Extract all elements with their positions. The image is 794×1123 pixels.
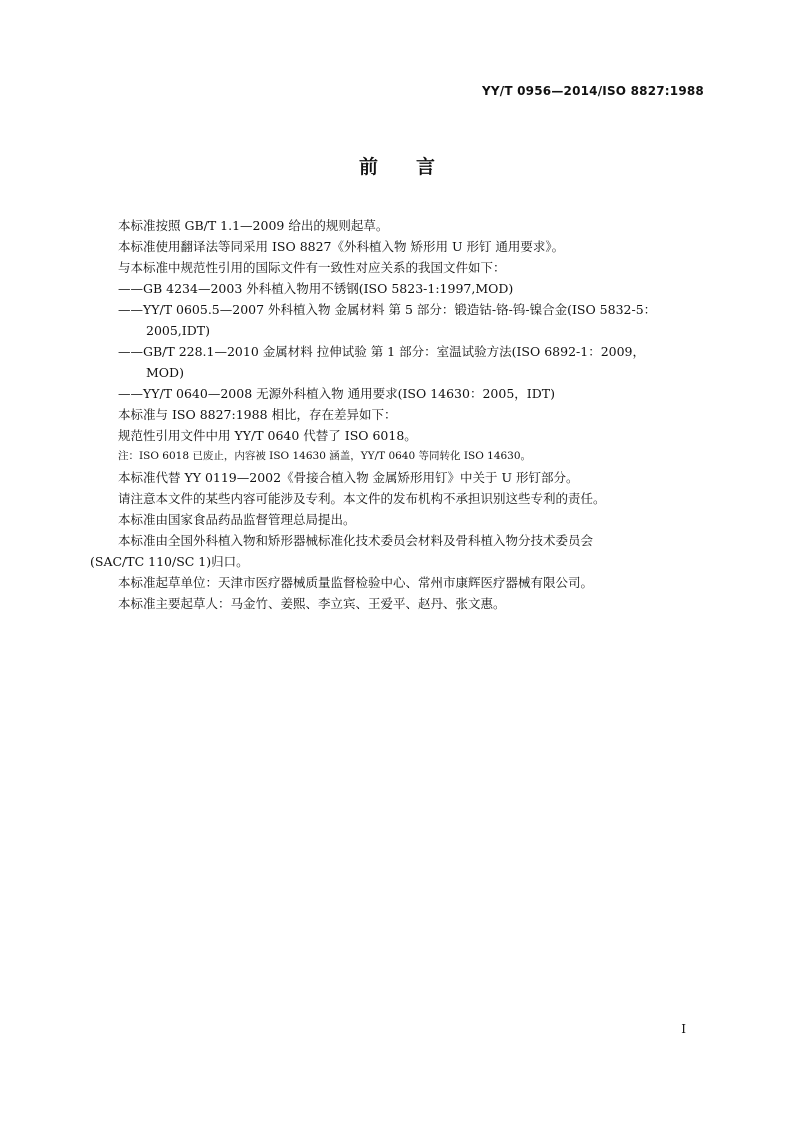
paragraph-patent-notice: 请注意本文件的某些内容可能涉及专利。本文件的发布机构不承担识别这些专利的责任。 <box>118 491 606 506</box>
paragraph-drafting-units: 本标准起草单位：天津市医疗器械质量监督检验中心、常州市康辉医疗器械有限公司。 <box>118 575 594 590</box>
paragraph-difference: 规范性引用文件中用 YY/T 0640 代替了 ISO 6018。 <box>118 428 417 443</box>
paragraph-committee <box>90 530 708 572</box>
paragraph-committee-line2: (SAC/TC 110/SC 1)归口。 <box>90 554 249 569</box>
list-item <box>116 341 708 383</box>
paragraph-proposer: 本标准由国家食品药品监督管理总局提出。 <box>118 512 356 527</box>
page-title: 前言 <box>358 156 473 178</box>
note: 注：ISO 6018 已废止，内容被 ISO 14630 涵盖，YY/T 0640 等同转化 ISO 14630。 <box>118 450 532 462</box>
list-item-line: ——YY/T 0605.5—2007 外科植入物 金属材料 第 5 部分：锻造钴-铬-钨-镍合金(ISO 5832-5： <box>118 302 657 317</box>
page-number: I <box>681 1022 686 1036</box>
paragraph-adoption: 本标准使用翻译法等同采用 ISO 8827《外科植入物 矫形用 U 形钉 通用要求》。 <box>118 239 565 254</box>
list-item: ——YY/T 0640—2008 无源外科植入物 通用要求(ISO 14630：2005，IDT) <box>118 386 555 401</box>
list-item-line: ——GB/T 228.1—2010 金属材料 拉伸试验 第 1 部分：室温试验方法(ISO 6892-1：2009， <box>118 344 646 359</box>
list-item <box>116 299 708 341</box>
paragraph-correspondence-intro: 与本标准中规范性引用的国际文件有一致性对应关系的我国文件如下： <box>118 260 506 275</box>
list-item-continuation: MOD) <box>146 365 184 380</box>
list-item: ——GB 4234—2003 外科植入物用不锈钢(ISO 5823-1:1997,MOD) <box>118 281 514 296</box>
paragraph-replacement: 本标准代替 YY 0119—2002《骨接合植入物 金属矫形用钉》中关于 U 形钉部分。 <box>118 470 579 485</box>
list-item-continuation: 2005,IDT) <box>146 323 210 338</box>
paragraph-drafting-rules: 本标准按照 GB/T 1.1—2009 给出的规则起草。 <box>118 218 389 233</box>
paragraph-differences-intro: 本标准与 ISO 8827:1988 相比，存在差异如下： <box>118 407 397 422</box>
paragraph-committee-line1: 本标准由全国外科植入物和矫形器械标准化技术委员会材料及骨科植入物分技术委员会 <box>118 533 594 548</box>
standard-code: YY/T 0956—2014/ISO 8827:1988 <box>482 84 704 98</box>
paragraph-drafters: 本标准主要起草人：马金竹、姜熙、李立宾、王爱平、赵丹、张文惠。 <box>118 596 506 611</box>
foreword-body <box>90 215 708 614</box>
